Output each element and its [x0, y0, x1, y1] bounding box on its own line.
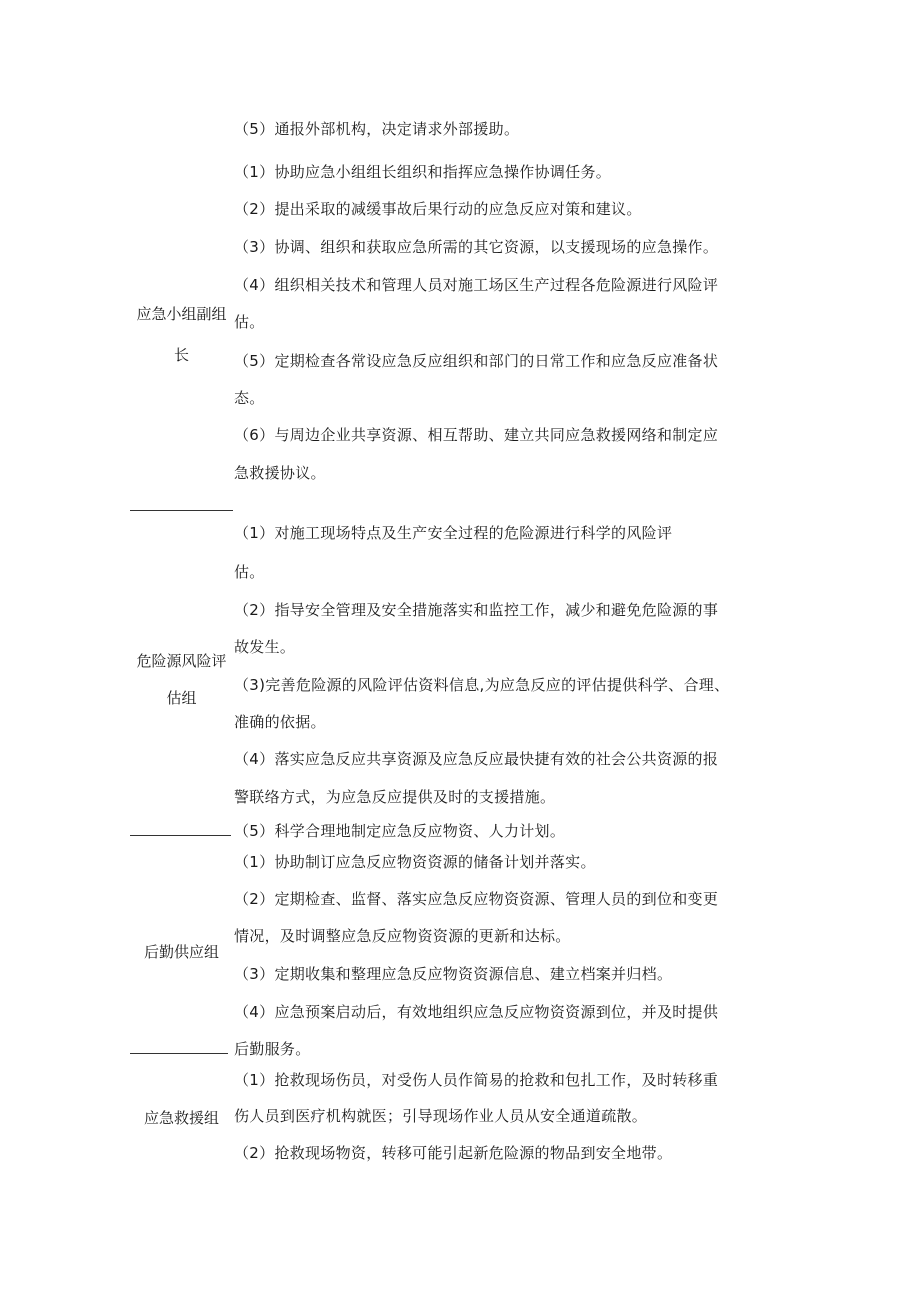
row-divider [130, 510, 233, 511]
paragraph-line: （3）协调、组织和获取应急所需的其它资源，以支援现场的应急操作。 [234, 238, 719, 256]
row-divider [130, 1053, 228, 1054]
paragraph-line: （2）提出采取的减缓事故后果行动的应急反应对策和建议。 [234, 200, 642, 218]
paragraph-line: （1）协助制订应急反应物资资源的储备计划并落实。 [234, 853, 596, 871]
paragraph-line: 故发生。 [234, 638, 296, 656]
paragraph-line: （4）应急预案启动后，有效地组织应急反应物资资源到位，并及时提供 [234, 1003, 719, 1021]
paragraph-line: （5）通报外部机构，决定请求外部援助。 [234, 120, 520, 138]
paragraph-line: 估。 [234, 313, 265, 331]
role-label: 后勤供应组 [143, 943, 219, 961]
paragraph-line: （4）组织相关技术和管理人员对施工场区生产过程各危险源进行风险评 [234, 276, 719, 294]
paragraph-line: （1）协助应急小组组长组织和指挥应急操作协调任务。 [234, 163, 612, 181]
role-label: 长 [173, 346, 189, 364]
paragraph-line: 情况，及时调整应急反应物资资源的更新和达标。 [234, 927, 571, 945]
paragraph-line: （4）落实应急反应共享资源及应急反应最快捷有效的社会公共资源的报 [234, 750, 719, 768]
paragraph-line: （1）抢救现场伤员，对受伤人员作简易的抢救和包扎工作，及时转移重 [234, 1071, 719, 1089]
paragraph-line: （2）抢救现场物资，转移可能引起新危险源的物品到安全地带。 [234, 1144, 673, 1162]
role-label: 应急救援组 [143, 1109, 219, 1127]
paragraph-line: （5）定期检查各常设应急反应组织和部门的日常工作和应急反应准备状 [234, 352, 719, 370]
role-label: 应急小组副组 [136, 305, 227, 323]
paragraph-line: 伤人员到医疗机构就医；引导现场作业人员从安全通道疏散。 [234, 1107, 648, 1125]
paragraph-line: （2）指导安全管理及安全措施落实和监控工作，减少和避免危险源的事 [234, 601, 719, 619]
paragraph-line: 估。 [234, 563, 265, 581]
role-label: 危险源风险评 [136, 652, 227, 670]
paragraph-line: （3）定期收集和整理应急反应物资资源信息、建立档案并归档。 [234, 965, 673, 983]
paragraph-line: （2）定期检查、监督、落实应急反应物资资源、管理人员的到位和变更 [234, 890, 719, 908]
paragraph-line: 后勤服务。 [234, 1040, 311, 1058]
row-divider [130, 835, 231, 836]
paragraph-line: 态。 [234, 389, 265, 407]
paragraph-line: （3)完善危险源的风险评估资料信息,为应急反应的评估提供科学、合理、 [234, 676, 730, 694]
role-label: 估组 [166, 689, 197, 707]
paragraph-line: （5）科学合理地制定应急反应物资、人力计划。 [234, 822, 566, 840]
paragraph-line: 急救援协议。 [234, 464, 326, 482]
paragraph-line: （1）对施工现场特点及生产安全过程的危险源进行科学的风险评 [234, 524, 673, 542]
paragraph-line: （6）与周边企业共享资源、相互帮助、建立共同应急救援网络和制定应 [234, 426, 719, 444]
paragraph-line: 警联络方式，为应急反应提供及时的支援措施。 [234, 788, 556, 806]
paragraph-line: 准确的依据。 [234, 713, 326, 731]
